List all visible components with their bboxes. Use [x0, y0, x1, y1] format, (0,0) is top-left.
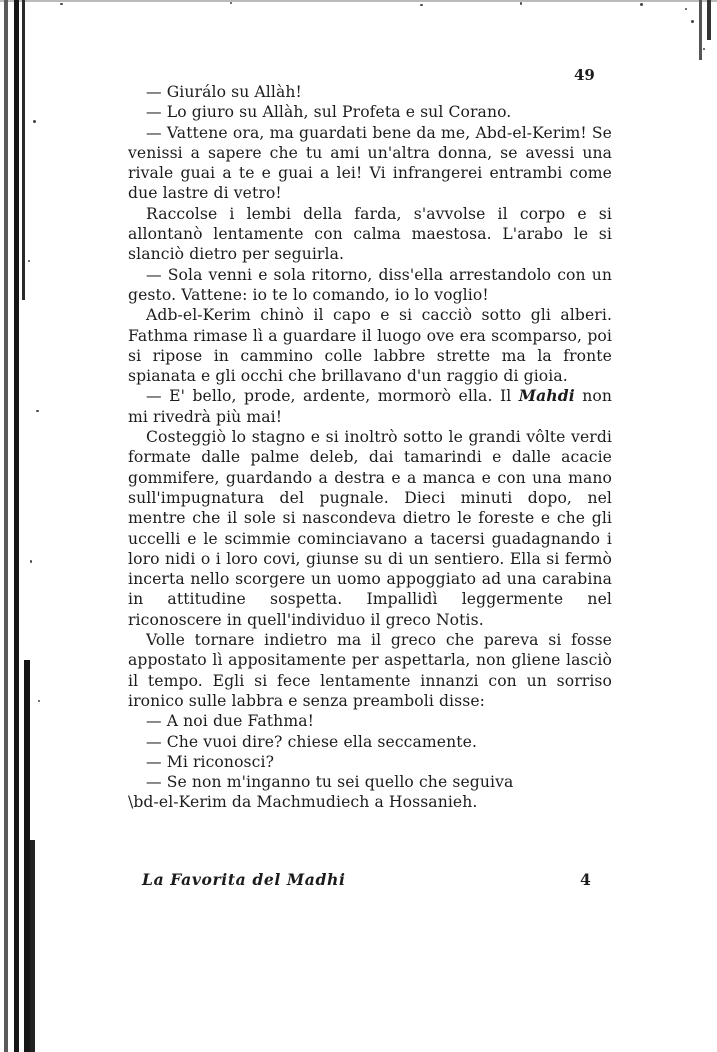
paragraph: — Sola venni e sola ritorno, diss'ella arrestandolo con un gesto. Vattene: io te lo comando, io lo voglio! [128, 265, 612, 304]
paragraph: — Se non m'inganno tu sei quello che seguiva [146, 773, 514, 792]
footer-signature-mark: 4 [580, 870, 591, 889]
scan-top-edge [0, 0, 717, 10]
paragraph-text: non mi rivedrà più mai! [128, 387, 612, 426]
paragraph: Volle tornare indietro ma il greco che pareva si fosse appostato lì appositamente per aspettarla, non gliene lasciò il tempo. Egli si fece lentamente innanzi con un sorriso ironico sulle labbra e senza preamboli disse: [128, 631, 612, 710]
emphasis-mahdi: Mahdi [518, 386, 575, 406]
paragraph: \bd-el-Kerim da Machmudiech a Hossanieh. [128, 793, 478, 812]
paragraph: — Vattene ora, ma guardati bene da me, Abd-el-Kerim! Se venissi a sapere che tu ami un'altra donna, se avessi una rivale guai a te e guai a lei! Vi infrangerei entrambi come due lastre di vetro! [128, 123, 612, 203]
paragraph [128, 386, 612, 427]
paragraph: — Che vuoi dire? chiese ella seccamente. [146, 732, 478, 751]
paragraph: — Giurálo su Allàh! [146, 83, 302, 101]
footer-book-title: La Favorita del Madhi [142, 870, 346, 889]
body-text [128, 82, 612, 813]
paragraph: Costeggiò lo stagno e si inoltrò sotto le grandi vôlte verdi formate dalle palme deleb, dai tamarindi e dalle acacie gommifere, guardando a destra e a manca e con una mano sull'impugnatura del pugnale. Dieci minuti dopo, nel mentre che il sole si nascondeva dietro le foreste e che gli uccelli e le scimmie cominciavano a tacersi guadagnando i loro nidi o i loro covi, giunse su di un sentiero. Ella si fermò incerta nello scorgere un uomo appoggiato ad una carabina in attitudine sospetta. Impallidì leggermente nel riconoscere in quell'individuo il greco Notis. [128, 428, 612, 629]
page-number: 49 [574, 66, 595, 84]
scan-right-edge [677, 0, 717, 70]
paragraph: — Mi riconosci? [146, 752, 275, 771]
scan-left-edge [0, 0, 46, 1052]
paragraph: — Lo giuro su Allàh, sul Profeta e sul Corano. [146, 103, 512, 122]
paragraph-text: — E' bello, prode, ardente, mormorò ella. Il [146, 387, 519, 406]
paragraph: Raccolse i lembi della farda, s'avvolse il corpo e si allontanò lentamente con calma maestosa. L'arabo le si slanciò dietro per seguirla. [128, 204, 612, 264]
paragraph: Adb-el-Kerim chinò il capo e si cacciò sotto gli alberi. Fathma rimase lì a guardare il luogo ove era scomparso, poi si ripose in cammino colle labbre strette ma la fronte spianata e gli occhi che brillavano d'un raggio di gioia. [128, 306, 612, 386]
paragraph: — A noi due Fathma! [146, 712, 314, 731]
